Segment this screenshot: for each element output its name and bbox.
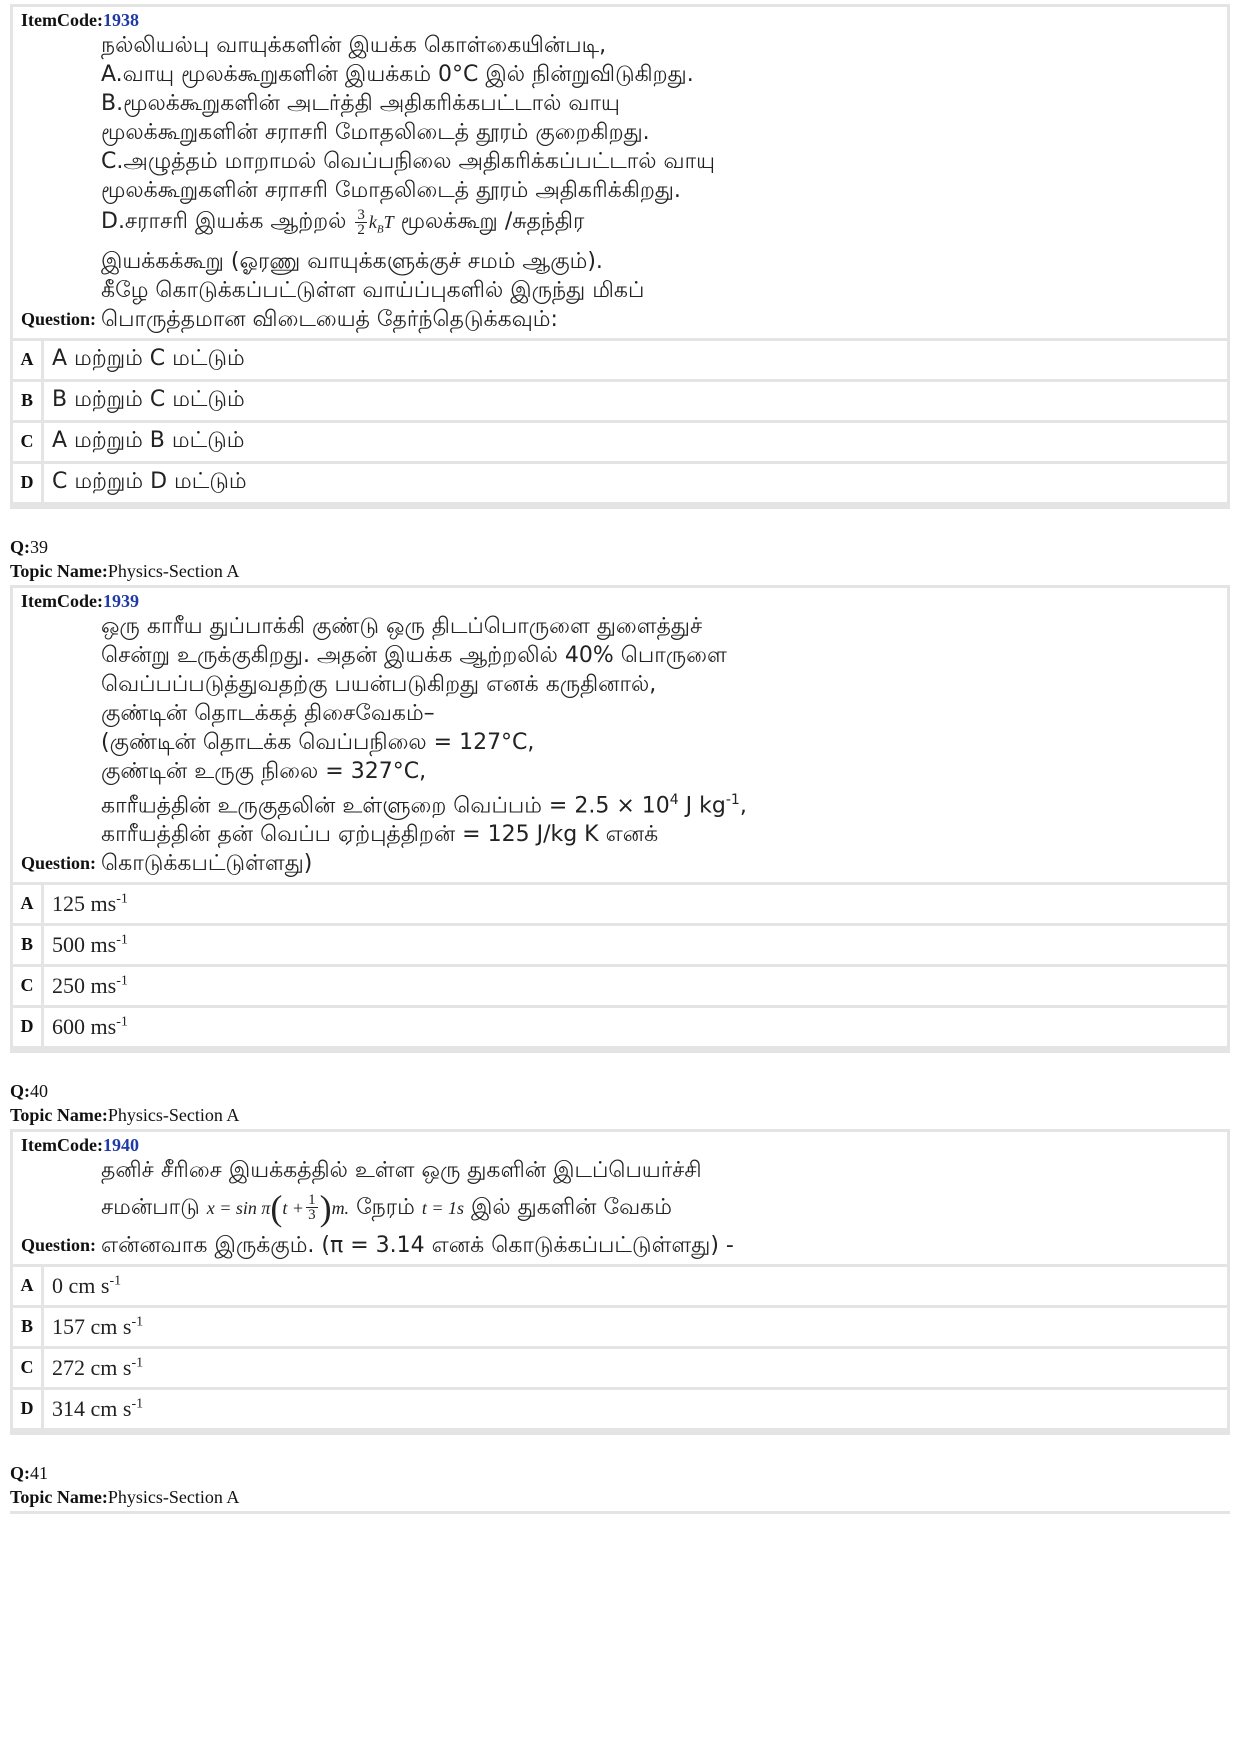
- fraction-one-third: $\frac{1}{3}$: [308, 1192, 316, 1224]
- equation-sin: x = sin π: [206, 1197, 271, 1218]
- option-c[interactable]: C A மற்றும் B மட்டும்: [13, 420, 1227, 461]
- item-code: ItemCode:1939: [21, 590, 139, 611]
- option-a[interactable]: A 125 $ms^{-1}$: [13, 882, 1227, 923]
- fraction-three-halves: $\frac{3}{2}$: [357, 206, 365, 238]
- question-card-1939: [10, 585, 1230, 1053]
- question-header-40: Q:40 Topic Name:Physics-Section A: [10, 1080, 240, 1125]
- question-header-39: Q:39 Topic Name:Physics-Section A: [10, 536, 240, 581]
- kbt-expression: $k_BT$: [368, 212, 394, 236]
- question-text: நல்லியல்பு வாயுக்களின் இயக்க கொள்கையின்படி, A.வாயு மூலக்கூறுகளின் இயக்கம் 0°C இல் நின்றுவிடுகிறது. B.மூலக்கூறுகளின் அடர்த்தி அதிகரிக்கபட்டால் வாயு மூலக்கூறுகளின் சராசரி மோதலிடைத் தூரம் குறைகிறது. C.அழுத்தம் மாறாமல் வெப்பநிலை அதிகரிக்கப்பட்டால் வாயு மூலக்கூறுகளின் சராசரி மோதலிடைத் தூரம் அதிகரிக்கிறது. D.சராசரி இயக்க ஆற்றல் $\frac{3}{2}$ $k_BT$ மூலக்கூறு /சுதந்திர இயக்கக்கூறு (ஓரணு வாயுக்களுக்குச் சமம் ஆகும்). கீழே கொடுக்கப்பட்டுள்ள வாய்ப்புகளில் இருந்து மிகப் பொருத்தமான விடையைத் தேர்ந்தெடுக்கவும்:: [101, 33, 715, 332]
- item-code: ItemCode:1940: [21, 1134, 139, 1155]
- option-b[interactable]: B B மற்றும் C மட்டும்: [13, 379, 1227, 420]
- question-text: ஒரு காரீய துப்பாக்கி குண்டு ஒரு திடப்பொருளை துளைத்துச் சென்று உருக்குகிறது. அதன் இயக்க ஆற்றலில் 40% பொருளை வெப்பப்படுத்துவதற்கு பயன்படுகிறது எனக் கருதினால், குண்டின் தொடக்கத் திசைவேகம்– (குண்டின் தொடக்க வெப்பநிலை = 127°C, குண்டின் உருகு நிலை = 327°C, காரீயத்தின் உருகுதலின் உள்ளுறை வெப்பம் = $2.5 \times 10^4$ J $kg^{-1}$, காரீயத்தின் தன் வெப்ப ஏற்புத்திறன் = 125 J/kg K எனக் கொடுக்கபட்டுள்ளது): [101, 613, 747, 876]
- document-page: [10, 0, 1230, 1514]
- option-b[interactable]: B 500 $ms^{-1}$: [13, 923, 1227, 964]
- option-c[interactable]: C 272 cm $s^{-1}$: [13, 1346, 1227, 1387]
- option-b[interactable]: B 157 cm $s^{-1}$: [13, 1305, 1227, 1346]
- option-d[interactable]: D 600 $ms^{-1}$: [13, 1005, 1227, 1046]
- option-d[interactable]: D 314 cm $s^{-1}$: [13, 1387, 1227, 1428]
- item-code: ItemCode:1938: [21, 10, 139, 30]
- option-c[interactable]: C 250 $ms^{-1}$: [13, 964, 1227, 1005]
- question-card-1940: [10, 1129, 1230, 1435]
- question-card-1938: [10, 4, 1230, 509]
- divider: [10, 1511, 1230, 1514]
- question-label: Question:: [21, 1234, 97, 1255]
- option-d[interactable]: D C மற்றும் D மட்டும்: [13, 461, 1227, 502]
- option-a[interactable]: A A மற்றும் C மட்டும்: [13, 338, 1227, 379]
- question-header-41: Q:41 Topic Name:Physics-Section A: [10, 1462, 240, 1507]
- question-label: Question:: [21, 852, 97, 873]
- question-text: தனிச் சீரிசை இயக்கத்தில் உள்ள ஒரு துகளின் இடப்பெயர்ச்சி சமன்பாடு x = sin π(t + $\frac{1}{3}$ )m. நேரம் t = 1s இல் துகளின் வேகம் என்னவாக இருக்கும். (π = 3.14 எனக் கொடுக்கப்பட்டுள்ளது) -: [101, 1157, 734, 1258]
- option-a[interactable]: A 0 cm $s^{-1}$: [13, 1264, 1227, 1305]
- question-label: Question:: [21, 308, 97, 329]
